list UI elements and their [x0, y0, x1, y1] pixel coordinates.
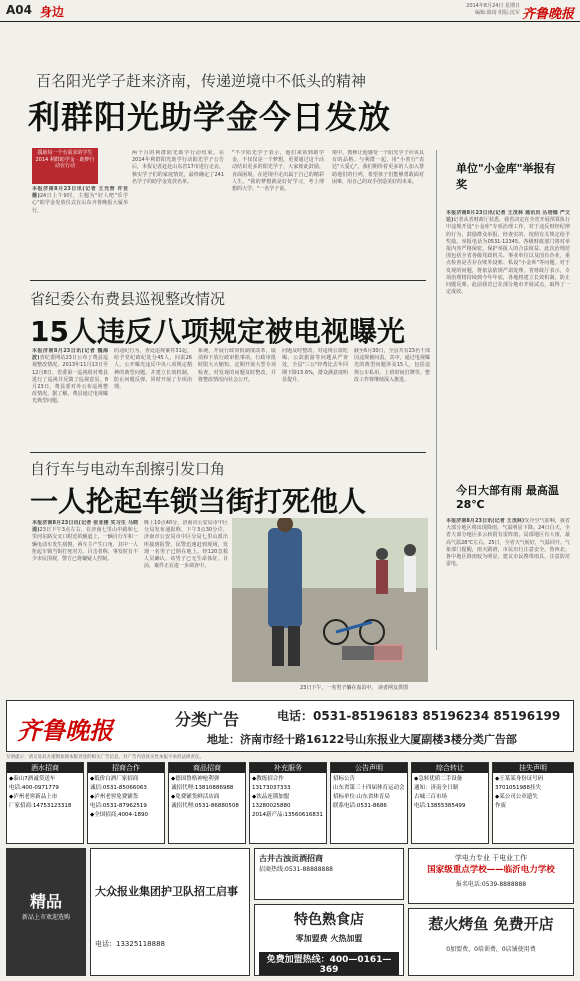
news-photo: [232, 518, 428, 682]
story3-col2: 晚上10点40分，济南市公安局市中区分局发布通报称，下午3点30分许，济南市公安局市中区分局七里山派出所接到报警，民警迅速赶到现场，发现一名男子已倒在地上。经120急救人员确认，该男子已无生命体征。目前，案件正在进一步调查中。: [144, 520, 228, 570]
ad-col: 酒水招商 ◆泰山7酒诚贷送车 电话:400-0971779 ◆泸州老窖新品上市 厂家招商:14753123318: [6, 762, 84, 844]
story1-badge: 援助每一个有需求的学生 2014 利群助学金 · 助梦行动在行动: [32, 148, 98, 184]
story1-col1: 本报济南8月23日讯(记者 王光营 许亚薇)24日上午9时，主题为"好人吧"乐学心"助学金发放仪式在山东齐鲁晚报大厦举行。: [32, 186, 128, 214]
bottom-ad: 古井古浊贡酒招商 招商热线:0531-88888888: [254, 848, 404, 900]
ad-col: 挂失声明 ◆王某某身份证号码 3701051988挂失 ◆某公司公章遗失 作废: [492, 762, 574, 844]
story3-col1: 本报济南8月23日讯(记者 张亚楼 实习生 马晓通)23日下午3点左右，在济南七里山中路和七里河东路交叉口附近的辅道上，一辆自行车和一辆电动车发生刮擦，两车主产生口角，其中一人抡起车锁当街打死对方。目击者称，事发时有不少市民围观，警方已将嫌疑人控制。: [32, 520, 138, 563]
classified-address: 地址：济南市经十路16122号山东报业大厦副楼3楼分类广告部: [207, 733, 517, 746]
photo-caption: 23日下午，一名男子躺在血泊中。 读者网友供图: [300, 685, 408, 691]
bottom-ad: 惹火烤鱼 免费开店 0加盟费，0培训费，0店铺使用费: [408, 908, 574, 976]
story2-headline: 15人违反八项规定被电视曝光: [30, 315, 405, 348]
side2-headline: 今日大部有雨 最高温28℃: [456, 484, 559, 511]
section-name: 身边: [40, 5, 65, 19]
ad-col: 综合转让 ◆急转优质二手设备 通知：济南全日制 古城三百市场 电话:13855385499: [411, 762, 489, 844]
story1-headline: 利群阳光助学金今日发放: [28, 98, 392, 136]
story1-col3: "不少阳光学子表示，他们来领到助学金，不仅仅是一个梦想，更要通过这个活动结识更多的阳光学子，大家彼此鼓励，直面困境，在逆境中走出属于自己的精彩人生。"我的梦想就是好好学习，考上理想的大学。"一名学子说。: [232, 150, 324, 193]
classified-banner: [6, 700, 574, 752]
photo-scene: [232, 518, 428, 682]
classified-logo: 齐鲁晚报: [17, 716, 113, 745]
classified-phones: 电话：0531-85196183 85196234 85196199: [277, 709, 561, 723]
classified-title: 分类广告: [175, 710, 240, 729]
story2-col4: 问题及时整改，对违规公款吃喝、公款旅游等问题从严查处，全县"三公"经费比去年同期下降15.6%，群众满意度明显提升。: [282, 348, 348, 383]
bottom-ad: 精品 新品上市欢迎选购: [6, 848, 86, 976]
edition-meta: 2014年8月24日 星期日 编辑:陈琦 组版:沈军: [466, 3, 520, 16]
story2-col3: 系统，开展行政审批制度改革，取消和下放行政审批事项，行政审批时限大大缩短。定期开展大型专项检查，对发现的问题及时整改，并将整改情况向社会公开。: [198, 348, 276, 383]
story2-col1: 本报济南8月23日讯(记者 魏海波)省纪委网站23日公布了费县巡视整改情况。2013年11月13日至12月8日，省委第一巡视组对费县进行了巡视并反馈了巡视意见。8月23日，费县委对外公布巡视整改情况。据了解，费县通过电视曝光典型问题。: [32, 348, 108, 405]
story2-col2: 的违纪行为，查处违规案件31起，给予党纪政纪处分45人，问责26人，公开曝光违反中央八项规定精神的典型问题，并建立长效机制，防止问题反弹。同时开展了专项治理。: [114, 348, 192, 391]
ad-col: 公告声明 招标公告 山东省第三十四届体育运动会 招标单位:山东省体育局 联系电话:0531-8686: [330, 762, 408, 844]
ad-col: 补充服务 ◆教练招合作 13173037333 ◆饮品连锁加盟 13280025880 2014新产品:13560616831: [249, 762, 327, 844]
classified-notice: 友情提示：请交易双方谨慎参阅本版刊登的相关广告信息，对广告内容真实性本报不承担法律责任。: [6, 755, 204, 760]
side1-body: 本报济南8月23日讯(记者 王茂林 通讯员 丛培德 严文达)记者从省财政厅获悉，我省决定在全省开展预算执行中违规开设"小金库"专项治理工作，对于违反财经纪律的行为，鼓励群众举报，经查实的，按照有关规定给予奖励。举报电话为0531-12345。各级财政部门将对举报内容严格保密，保护举报人的合法权益。此次治理范围包括全省各级党政机关、事业单位以及国有企业，重点检查是否存在账外设账、私设"小金库"等问题。对于发现的问题，将依法依规严肃处理。省财政厅表示，专项治理将持续到今年年底，各地将建立长效机制，防止问题反弹。此前我省已在部分地市开展试点，取得了一定成效。: [446, 210, 570, 296]
story1-col2: 两个月的利群阳光助学行动结束。在2014年利群阳光助学行动阳光学子公告后，本报记者赶赴山东省17市进行走访，核实学子们的家庭情况，最终确定了241名学子的助学金发放名单。: [132, 150, 224, 185]
side2-body: 本报济南8月23日讯(记者 王茂林)受冷空气影响，我省大部分地区将出现降雨，气温明显下降。24日白天，全省大部分地区多云转阴有雷阵雨，局部地区有大雨，最高气温28℃左右。25日，全省天气转好，气温回升。气象部门提醒，雨天路滑，市民出行注意安全。鲁西北、鲁中地区降雨较为明显，建议市民携带雨具，注意防范雷电。: [446, 518, 570, 568]
ad-col: 商品招商 ◆德国鲁格神枪利弹 诚招代理:13810886988 ◆免费铺货鲜活店面 诚招代理:0531-86880508: [168, 762, 246, 844]
story3-headline: 一人抡起车锁当街打死他人: [30, 485, 367, 518]
bottom-ad: 大众报业集团护卫队招工启事 电话：13325118888: [90, 848, 250, 976]
bottom-ad: 学电力专业 干电业工作 国家级重点学校——临沂电力学校 报名电话:0539-8888888: [408, 848, 574, 904]
column-divider: [436, 150, 437, 650]
ad-col: 招商合作 ◆低价白酒厂家招商 诚信:0531-85066063 ◆泸州老窖免费铺货 电话:0531-87962519 ◆全国招商,4004-1890: [87, 762, 165, 844]
story3-kicker: 自行车与电动车刮擦引发口角: [30, 460, 226, 478]
bottom-ad: 特色熟食店 零加盟费 火热加盟 免费加盟热线：400—0161—369: [254, 904, 404, 976]
page-number: A04: [6, 3, 32, 17]
ad-columns: [6, 762, 574, 844]
side1-headline: 单位"小金库"举报有奖: [456, 162, 556, 191]
story2-kicker: 省纪委公布费县巡视整改情况: [30, 290, 226, 308]
divider: [30, 452, 426, 453]
masthead-logo: 齐鲁晚报: [521, 7, 574, 22]
story1-kicker: 百名阳光学子赶来济南，传递逆境中不低头的精神: [36, 72, 367, 90]
story2-col5: 截至6月30日，全县共有23名干部因违规被问责。其中，通过电视曝光的典型问题涉及15人，包括违规公车私用、上班时间打牌等。整改工作将继续深入推进。: [354, 348, 430, 383]
story1-col4: 境中，教师让他感受一个阳光学子应该具有的品格。与利群一起，用"小善行"表达"大爱心"，我们期待着更多的人加入帮助他们的行列，希望孩子们能够勇敢面对困难，用自己的双手创造美好的未来。: [332, 150, 424, 185]
page-header: [0, 0, 580, 22]
divider: [30, 280, 426, 281]
